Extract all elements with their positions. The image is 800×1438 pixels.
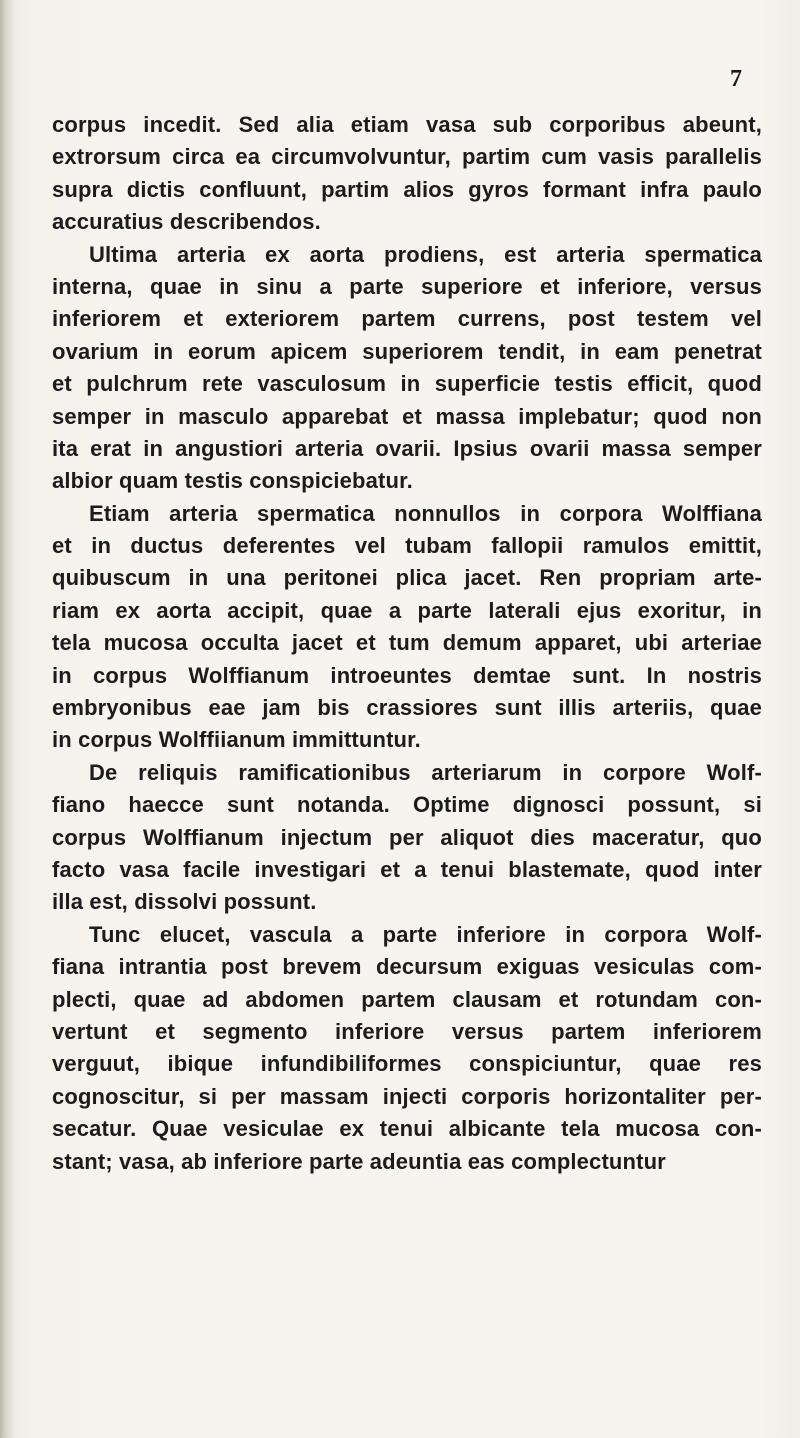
text-line: extrorsum circa ea circumvolvuntur, partim cum vasis parallelis: [52, 144, 762, 170]
text-line: et in ductus deferentes vel tubam fallopii ramulos emittit,: [52, 533, 762, 559]
text-line: fiana intrantia post brevem decursum exiguas vesiculas com-: [52, 954, 762, 980]
page-number: 7: [730, 66, 742, 92]
text-line: in corpus Wolffiianum immittuntur.: [52, 727, 421, 753]
text-line: Tunc elucet, vascula a parte inferiore in corpora Wolf-: [89, 921, 762, 947]
text-line: tela mucosa occulta jacet et tum demum apparet, ubi arteriae: [52, 630, 762, 656]
text-line: corpus Wolffianum injectum per aliquot dies maceratur, quo: [52, 824, 762, 850]
text-line: inferiorem et exteriorem partem currens, post testem vel: [52, 306, 762, 332]
text-line: interna, quae in sinu a parte superiore et inferiore, versus: [52, 273, 762, 299]
text-line: albior quam testis conspiciebatur.: [52, 468, 413, 494]
text-line: ita erat in angustiori arteria ovarii. Ipsius ovarii massa semper: [52, 435, 762, 461]
text-line: vertunt et segmento inferiore versus partem inferiorem: [52, 1018, 762, 1044]
text-line: quibuscum in una peritonei plica jacet. Ren propriam arte-: [52, 565, 762, 591]
text-line: stant; vasa, ab inferiore parte adeuntia eas complectuntur: [52, 1148, 666, 1174]
text-line: secatur. Quae vesiculae ex tenui albicante tela mucosa con-: [52, 1116, 762, 1142]
text-line: semper in masculo apparebat et massa implebatur; quod non: [52, 403, 762, 429]
text-line: et pulchrum rete vasculosum in superficie testis efficit, quod: [52, 371, 762, 397]
text-line: Etiam arteria spermatica nonnullos in corpora Wolffiana: [89, 500, 762, 526]
text-line: ovarium in eorum apicem superiorem tendit, in eam penetrat: [52, 338, 762, 364]
text-line: accuratius describendos.: [52, 209, 321, 235]
text-line: facto vasa facile investigari et a tenui blastemate, quod inter: [52, 856, 762, 882]
text-line: Ultima arteria ex aorta prodiens, est arteria spermatica: [89, 241, 762, 267]
text-line: verguut, ibique infundibiliformes conspiciuntur, quae res: [52, 1051, 762, 1077]
text-line: plecti, quae ad abdomen partem clausam et rotundam con-: [52, 986, 762, 1012]
text-line: cognoscitur, si per massam injecti corporis horizontaliter per-: [52, 1083, 762, 1109]
text-line: fiano haecce sunt notanda. Optime dignosci possunt, si: [52, 792, 762, 818]
text-line: in corpus Wolffianum introeuntes demtae sunt. In nostris: [52, 662, 762, 688]
text-line: corpus incedit. Sed alia etiam vasa sub corporibus abeunt,: [52, 112, 762, 137]
text-line: riam ex aorta accipit, quae a parte laterali ejus exoritur, in: [52, 597, 762, 623]
body-text: [52, 109, 762, 1178]
text-line: embryonibus eae jam bis crassiores sunt illis arteriis, quae: [52, 695, 762, 721]
text-line: illa est, dissolvi possunt.: [52, 889, 317, 915]
text-line: supra dictis confluunt, partim alios gyros formant infra paulo: [52, 176, 762, 202]
page-gutter-shadow: [0, 0, 14, 1438]
text-line: De reliquis ramificationibus arteriarum in corpore Wolf-: [89, 759, 762, 785]
